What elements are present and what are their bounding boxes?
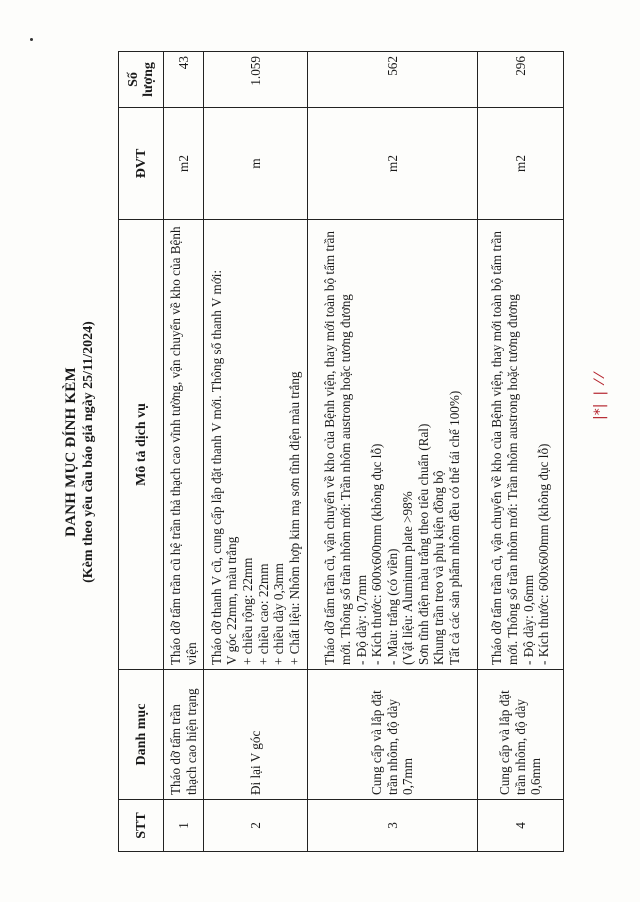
description-line: V góc 22mm, màu trắng [224,536,240,665]
scan-speck [30,38,33,41]
description-line: Tháo dỡ tấm trần cũ, vận chuyển về kho của Bệnh viện, thay mới toàn bộ tấm trần mới. Thông số trần nhôm mới: Trần nhôm austrong hoặc tương đương [489,231,520,665]
description-line: + chiều dày 0,3mm [271,563,287,665]
header-stt: STT [119,800,164,852]
table-row [478,52,564,852]
description-line: Tất cả các sản phẩm nhôm đều có thể tái chế 100%) [447,390,463,665]
description-line: Tháo dỡ tấm trần cũ hệ trần thả thạch cao vĩnh tường, vận chuyển về kho của Bệnh viện [167,226,199,665]
title-block [40,52,118,852]
attachment-table [118,51,564,852]
header-quantity [119,52,164,108]
row-quantity: 1.059 [204,52,308,108]
description-line: - Độ dày: 0,7mm [353,574,369,665]
header-description: Mô tả dịch vụ [119,220,164,670]
description-line: - Kích thước: 600x600mm (không đục lỗ) [536,443,552,665]
row-category: Đi lại V góc [204,670,308,800]
description-line: + chiều rộng: 22mm [239,557,255,665]
row-description [478,220,564,670]
row-quantity: 562 [308,52,478,108]
row-unit: m [204,108,308,220]
row-description [308,220,478,670]
description-line: + chiều cao: 22mm [255,563,271,665]
header-quantity-line1: Số [126,72,141,87]
margin-annotation: |*| ❘ ⁄ ⁄ [592,373,608,420]
description-line: Khung trần treo và phụ kiện đồng bộ [431,470,447,665]
document-title: DANH MỤC ĐÍNH KÈM [63,367,79,537]
document-content [40,52,552,852]
row-stt: 1 [164,800,204,852]
description-line: - Kích thước: 600x600mm (không đục lỗ) [369,443,385,665]
description-line: - Màu: trắng (có viền) [384,548,400,665]
description-line: (Vật liệu: Aluminum plate >98% [400,491,416,665]
table-row [164,52,204,852]
row-unit: m2 [308,108,478,220]
row-unit: m2 [478,108,564,220]
header-unit: ĐVT [119,108,164,220]
row-category: Cung cấp và lắp đặt trần nhôm, độ dày 0,7mm [308,670,478,800]
description-line: + Chất liệu: Nhôm hợp kim mạ sơn tĩnh điện màu trắng [286,371,302,665]
description-line: Tháo dỡ tấm trần cũ, vận chuyển về kho của Bệnh viện, thay mới toàn bộ tấm trần mới. Thông số trần nhôm mới: Trần nhôm austrong hoặc tương đương [322,231,353,665]
header-quantity-line2: lượng [141,62,156,97]
row-category: Tháo dỡ tấm trần thạch cao hiện trạng [164,670,204,800]
table-row [204,52,308,852]
description-line: Sơn tĩnh điện màu trắng theo tiêu chuẩn (Ral) [415,423,431,665]
description-line: - Độ dày: 0,6mm [520,574,536,665]
description-line: Tháo dỡ thanh V cũ, cung cấp lắp đặt thanh V mới. Thông số thanh V mới: [208,269,224,665]
table-row [308,52,478,852]
row-stt: 3 [308,800,478,852]
row-category: Cung cấp và lắp đặt trần nhôm, độ dày 0,6mm [478,670,564,800]
document-subtitle: (Kèm theo yêu cầu báo giá ngày 25/11/2024) [81,321,96,583]
row-description [164,220,204,670]
header-category: Danh mục [119,670,164,800]
row-stt: 4 [478,800,564,852]
row-unit: m2 [164,108,204,220]
table-header-row [119,52,164,852]
row-stt: 2 [204,800,308,852]
row-description [204,220,308,670]
row-quantity: 296 [478,52,564,108]
row-quantity: 43 [164,52,204,108]
